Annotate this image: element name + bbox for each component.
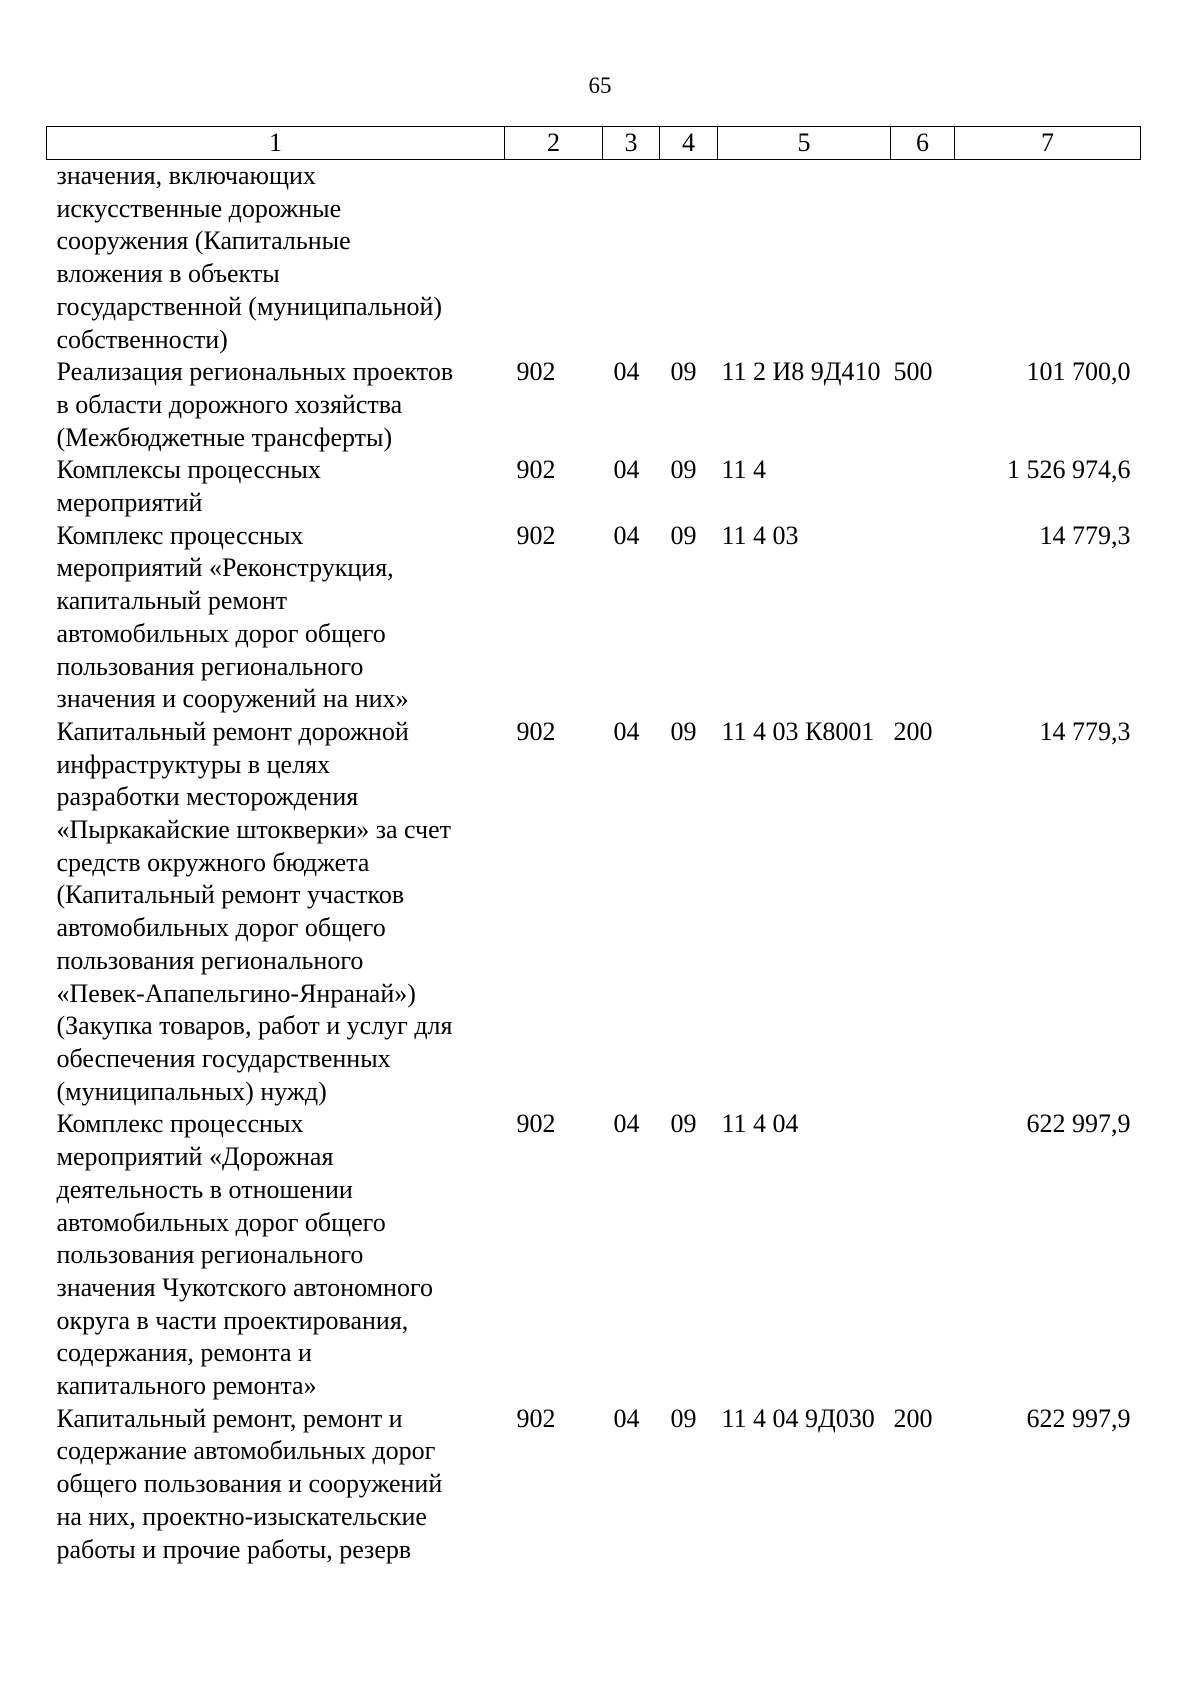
row-name-line: автомобильных дорог общего <box>56 1207 386 1237</box>
amount: 622 997,9 <box>1026 1109 1131 1139</box>
row-name-line: Капитальный ремонт дорожной <box>56 716 409 746</box>
amount: 622 997,9 <box>1026 1403 1131 1433</box>
row-name <box>47 356 505 454</box>
row-name-line: мероприятий <box>56 488 203 518</box>
row-name-line: общего пользования и сооружений <box>56 1469 443 1499</box>
expense-type-code <box>891 1108 955 1402</box>
row-name-line: «Пыркакайские штокверки» за счет <box>56 815 452 845</box>
row-name-line: деятельность в отношении <box>56 1174 353 1204</box>
header-row <box>47 127 1141 160</box>
section-code: 04 <box>613 1109 640 1139</box>
row-name-line: Капитальный ремонт, ремонт и <box>56 1403 403 1433</box>
expense-type-code <box>891 160 955 357</box>
row-name-line: мероприятий «Реконструкция, <box>56 553 394 583</box>
row-name-line: разработки месторождения <box>56 782 359 812</box>
subsection-code <box>660 160 718 357</box>
row-name-line: искусственные дорожные <box>56 193 342 223</box>
header-col-6: 6 <box>891 127 955 160</box>
row-name-line: вложения в объекты <box>56 259 280 289</box>
section-code: 04 <box>613 520 640 550</box>
row-name-line: сооружения (Капитальные <box>56 226 351 256</box>
expense-type-code: 200 <box>893 1403 933 1433</box>
admin-code: 902 <box>516 1109 556 1139</box>
section-code: 04 <box>613 357 640 387</box>
section-code: 04 <box>613 1403 640 1433</box>
row-name-line: автомобильных дорог общего <box>56 618 386 648</box>
row-name-line: пользования регионального <box>56 651 364 681</box>
admin-code: 902 <box>516 520 556 550</box>
expense-type-code: 500 <box>893 357 933 387</box>
row-name-line: Комплекс процессных <box>56 520 304 550</box>
table-row <box>47 454 1141 519</box>
row-name-line: Комплекс процессных <box>56 1109 304 1139</box>
table-row <box>47 1108 1141 1402</box>
row-name-line: округа в части проектирования, <box>56 1305 409 1335</box>
table-body <box>47 160 1141 1567</box>
row-name <box>47 520 505 716</box>
subsection-code: 09 <box>670 1403 697 1433</box>
table-row <box>47 520 1141 716</box>
subsection-code: 09 <box>670 520 697 550</box>
row-name <box>47 1403 505 1567</box>
row-name-line: (Закупка товаров, работ и услуг для <box>56 1011 453 1041</box>
section-code: 04 <box>613 455 640 485</box>
admin-code: 902 <box>516 716 556 746</box>
target-article-code: 11 4 04 <box>721 1109 799 1139</box>
target-article-code <box>718 160 891 357</box>
row-name-line: на них, проектно-изыскательские <box>56 1501 427 1531</box>
row-name-line: содержание автомобильных дорог <box>56 1436 436 1466</box>
row-name <box>47 160 505 357</box>
expense-type-code: 200 <box>893 716 933 746</box>
row-name-line: в области дорожного хозяйства <box>56 389 403 419</box>
target-article-code: 11 4 03 <box>721 520 799 550</box>
amount: 14 779,3 <box>1039 716 1131 746</box>
subsection-code: 09 <box>670 455 697 485</box>
target-article-code: 11 4 03 К8001 <box>721 716 875 746</box>
target-article-code: 11 4 04 9Д030 <box>721 1403 875 1433</box>
row-name-line: Комплексы процессных <box>56 455 321 485</box>
admin-code: 902 <box>516 357 556 387</box>
admin-code: 902 <box>516 1403 556 1433</box>
row-name-line: пользования регионального <box>56 1240 364 1270</box>
row-name-line: работы и прочие работы, резерв <box>56 1534 412 1564</box>
row-name-line: содержания, ремонта и <box>56 1338 312 1368</box>
row-name-line: (Капитальный ремонт участков <box>56 880 405 910</box>
row-name-line: государственной (муниципальной) <box>56 291 443 321</box>
row-name-line: собственности) <box>56 324 228 354</box>
expense-type-code <box>891 454 955 519</box>
admin-code: 902 <box>516 455 556 485</box>
row-name-line: значения Чукотского автономного <box>56 1272 433 1302</box>
row-name <box>47 454 505 519</box>
header-col-2: 2 <box>505 127 603 160</box>
row-name-line: (муниципальных) нужд) <box>56 1076 327 1106</box>
subsection-code: 09 <box>670 1109 697 1139</box>
subsection-code: 09 <box>670 357 697 387</box>
row-name-line: инфраструктуры в целях <box>56 749 331 779</box>
page-number: 65 <box>588 73 612 98</box>
expense-type-code <box>891 520 955 716</box>
target-article-code: 11 4 <box>721 455 767 485</box>
row-name-line: пользования регионального <box>56 945 364 975</box>
table-header <box>47 127 1141 160</box>
row-name-line: (Межбюджетные трансферты) <box>56 422 393 452</box>
section-code: 04 <box>613 716 640 746</box>
table-row <box>47 160 1141 357</box>
header-col-7: 7 <box>955 127 1141 160</box>
amount <box>955 160 1141 357</box>
amount: 1 526 974,6 <box>1007 455 1131 485</box>
row-name-line: мероприятий «Дорожная <box>56 1142 334 1172</box>
admin-code <box>505 160 603 357</box>
header-col-5: 5 <box>718 127 891 160</box>
target-article-code: 11 2 И8 9Д410 <box>721 357 881 387</box>
budget-table <box>46 126 1141 1566</box>
row-name-line: Реализация региональных проектов <box>56 357 454 387</box>
table-row <box>47 356 1141 454</box>
amount: 14 779,3 <box>1039 520 1131 550</box>
table-row <box>47 716 1141 1108</box>
table-row <box>47 1403 1141 1567</box>
row-name-line: «Певек-Апапельгино-Янранай») <box>56 978 416 1008</box>
header-col-1: 1 <box>47 127 505 160</box>
row-name <box>47 716 505 1108</box>
row-name-line: значения, включающих <box>56 161 316 190</box>
subsection-code: 09 <box>670 716 697 746</box>
header-col-4: 4 <box>660 127 718 160</box>
amount: 101 700,0 <box>1026 357 1131 387</box>
row-name-line: капитальный ремонт <box>56 586 288 616</box>
row-name-line: средств окружного бюджета <box>56 847 370 877</box>
row-name-line: автомобильных дорог общего <box>56 913 386 943</box>
header-col-3: 3 <box>603 127 660 160</box>
row-name <box>47 1108 505 1402</box>
section-code <box>603 160 660 357</box>
row-name-line: значения и сооружений на них» <box>56 684 409 714</box>
row-name-line: капитального ремонта» <box>56 1371 317 1401</box>
row-name-line: обеспечения государственных <box>56 1043 391 1073</box>
